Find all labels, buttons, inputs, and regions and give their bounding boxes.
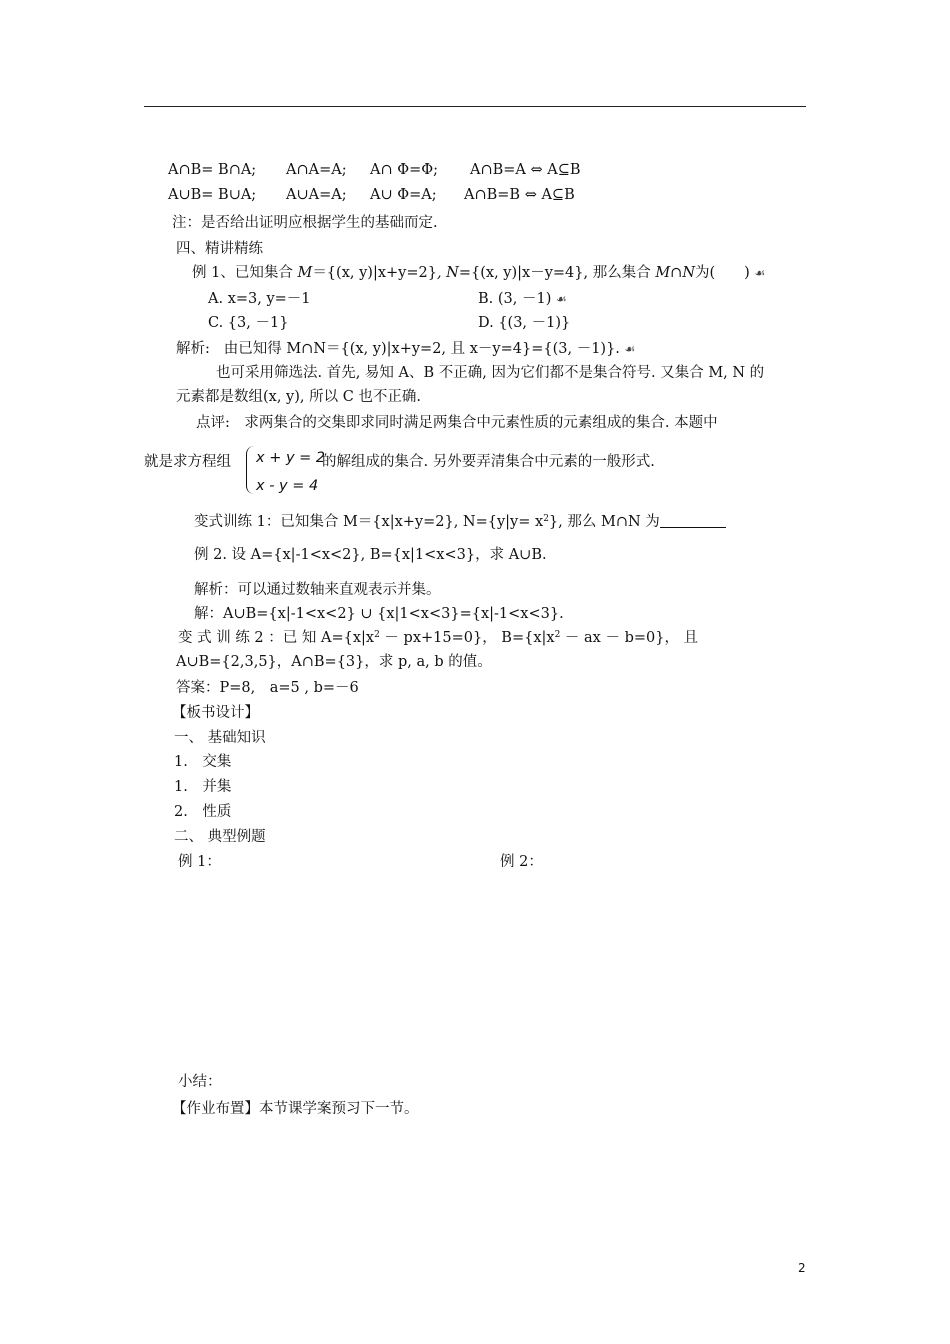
analysis1: 解析: 由已知得 M∩N＝{(x, y)|x+y=2, 且 x－y=4}={(3, －1)}. ☙ <box>176 341 636 357</box>
intersection-prop-1: A∩B= B∩A; <box>168 162 257 178</box>
comment2-lead: 就是求方程组 <box>144 454 231 470</box>
answer-blank <box>660 513 726 528</box>
example1-statement: 例 1、已知集合 M＝{(x, y)|x+y=2}, N={(x, y)|x－y=4}, 那么集合 M∩N为( ) ☙ <box>192 265 766 281</box>
system-equation-1: x + y = 2 <box>256 450 326 466</box>
union-prop-4: A∩B=B ⇔ A⊆B <box>464 187 575 203</box>
union-prop-3: A∪ Φ=A; <box>370 187 437 203</box>
pen-mark-icon: ☙ <box>754 266 766 280</box>
outline-item: 1. 并集 <box>174 779 232 795</box>
note: 注：是否给出证明应根据学生的基础而定. <box>172 215 438 231</box>
pen-mark-icon: ☙ <box>624 342 636 356</box>
example1-label: 例 1： <box>178 854 221 870</box>
answer: 答案：P=8, a=5 , b=－6 <box>176 680 359 696</box>
example2-label: 例 2： <box>500 854 543 870</box>
board-design-title: 【板书设计】 <box>172 705 259 721</box>
variant2-line1: 变 式 训 练 2 ：已 知 $A=\{x|x^2 - px+15=0\}$， $B=\{x|x^2$ － ax － b=0}， 且 <box>178 630 699 646</box>
analysis1-continued: 也可采用筛选法. 首先, 易知 A、B 不正确, 因为它们都不是集合符号. 又集合 M, N 的 <box>216 365 765 381</box>
comment2-tail: 的解组成的集合. 另外要弄清集合中元素的一般形式. <box>322 454 655 470</box>
header-rule <box>144 106 806 107</box>
option-d: D. {(3, －1)} <box>478 315 571 331</box>
homework: 【作业布置】本节课学案预习下一节。 <box>172 1101 419 1117</box>
outline-item: 二、 典型例题 <box>174 829 266 845</box>
option-b: B. (3, －1) ☙ <box>478 291 567 307</box>
system-equation-2: x - y = 4 <box>256 478 319 494</box>
variant1: 变式训练 1：已知集合 M＝{x|x+y=2}, $N=\{y|y= x^2\}$, 那么 M∩N 为 <box>194 512 726 532</box>
variant2-line2: A∪B={2,3,5}，A∩B={3}，求 p, a, b 的值。 <box>176 654 492 670</box>
union-prop-2: A∪A=A; <box>286 187 347 203</box>
page-number: 2 <box>798 1261 806 1275</box>
solution2: 解：A∪B={x|-1<x<2} ∪ {x|1<x<3}={x|-1<x<3}. <box>194 606 564 622</box>
outline-item: 1. 交集 <box>174 754 232 770</box>
section-heading: 四、精讲精练 <box>176 241 263 257</box>
option-c: C. {3, －1} <box>208 315 289 331</box>
intersection-prop-3: A∩ Φ=Φ; <box>370 162 439 178</box>
example2: 例 2. 设 A={x|-1<x<2}, B={x|1<x<3}，求 A∪B. <box>194 547 547 563</box>
analysis1-conclusion: 元素都是数组(x, y), 所以 C 也不正确. <box>176 389 422 405</box>
outline-item: 2. 性质 <box>174 804 232 820</box>
union-prop-1: A∪B= B∪A; <box>168 187 257 203</box>
outline-item: 一、 基础知识 <box>174 730 266 746</box>
summary-label: 小结： <box>178 1074 222 1090</box>
intersection-prop-2: A∩A=A; <box>286 162 347 178</box>
analysis2: 解析：可以通过数轴来直观表示并集。 <box>194 582 441 598</box>
comment1: 点评: 求两集合的交集即求同时满足两集合中元素性质的元素组成的集合. 本题中 <box>196 415 718 431</box>
option-a: A. x=3, y=－1 <box>208 291 311 307</box>
pen-mark-icon: ☙ <box>555 292 567 306</box>
intersection-prop-4: A∩B=A ⇔ A⊆B <box>470 162 581 178</box>
